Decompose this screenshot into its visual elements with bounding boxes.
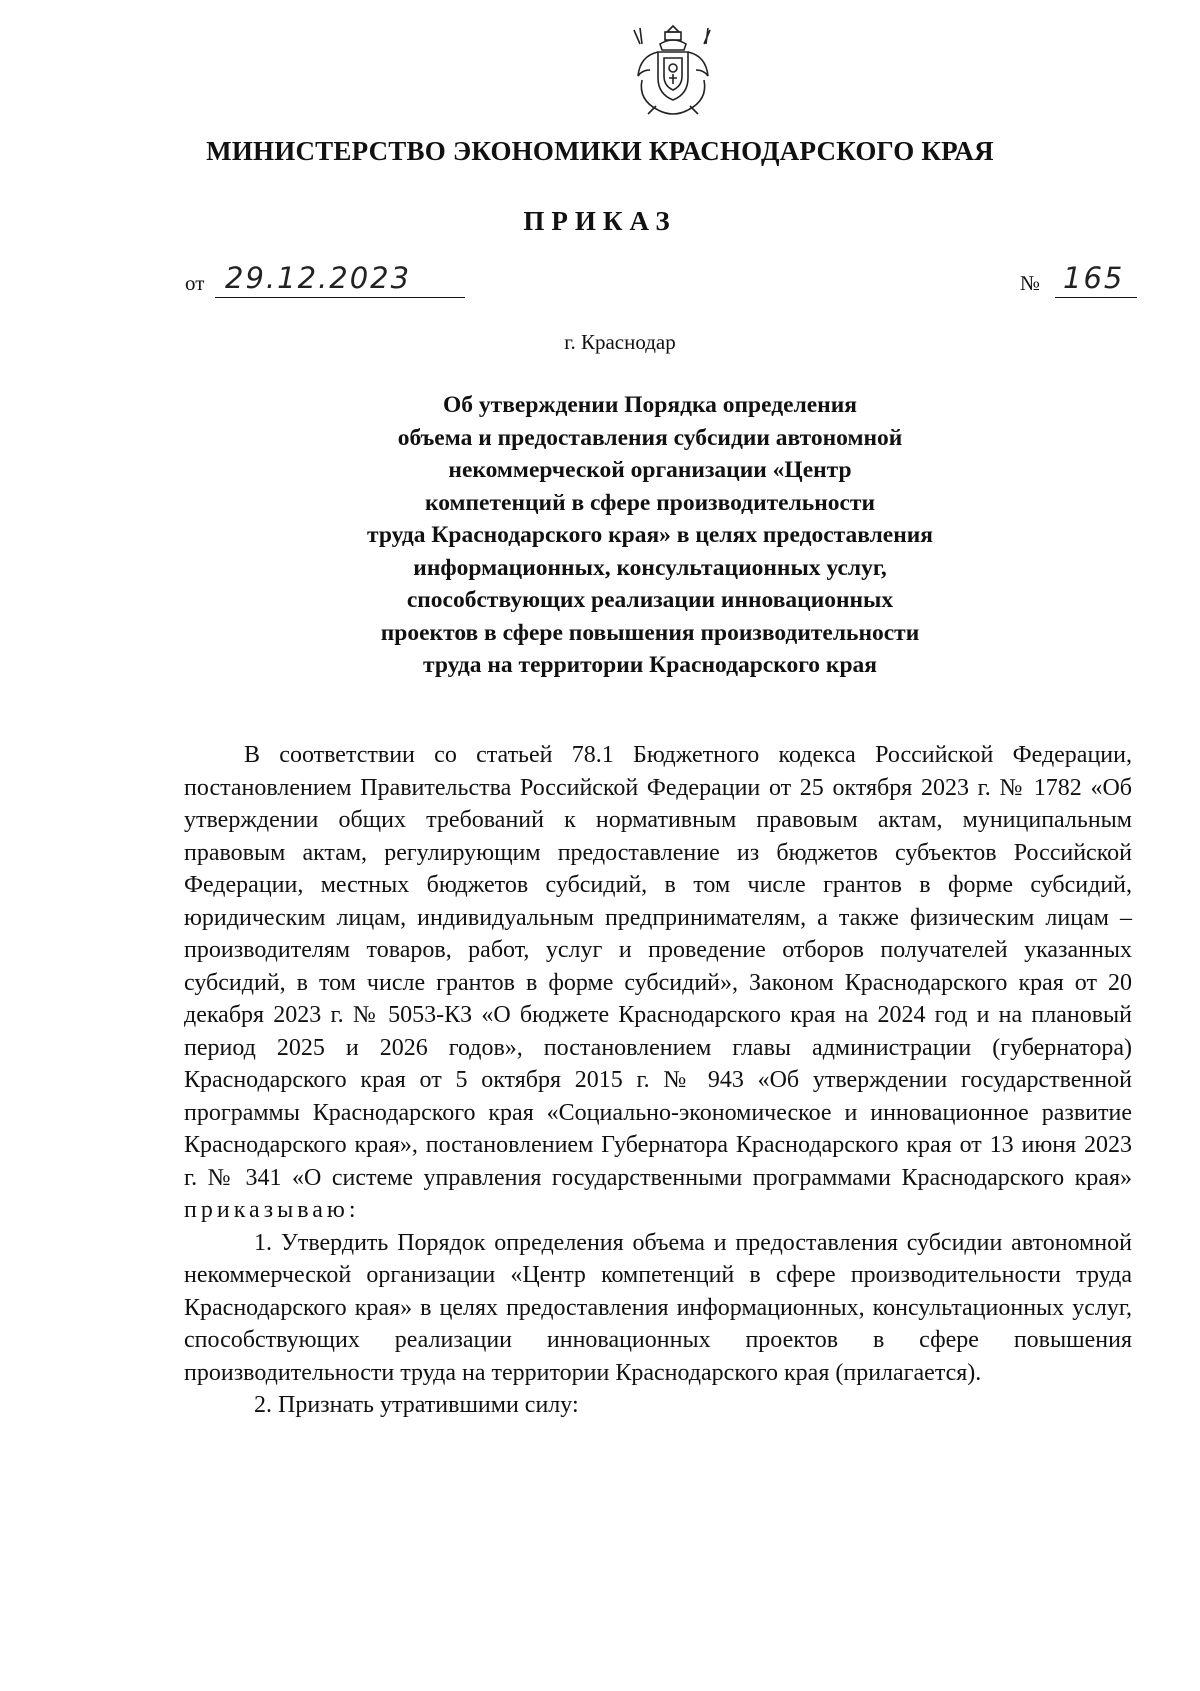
subject-line: объема и предоставления субсидии автономной xyxy=(397,424,903,451)
ministry-name: МИНИСТЕРСТВО ЭКОНОМИКИ КРАСНОДАРСКОГО КРАЯ xyxy=(206,136,994,166)
date-prefix: от xyxy=(185,271,205,295)
city-label: г. Краснодар xyxy=(564,330,676,354)
preamble-paragraph xyxy=(184,739,1132,1227)
subject-line: информационных, консультационных услуг, xyxy=(413,554,887,581)
handwritten-number: 165 xyxy=(1063,261,1125,295)
subject-line: способствующих реализации инновационных xyxy=(406,587,894,613)
order-subject xyxy=(270,389,1030,682)
order-item-1: 1. Утвердить Порядок определения объема и предоставления субсидии автономной некоммерческой организации «Центр компетенций в сфере производительности труда Краснодарского края» в целях предоставления информационных, консультационных услуг, способствующих реализации инновационных проектов в сфере повышения производительности труда на территории Краснодарского края (прилагается). xyxy=(184,1229,1132,1386)
document-type: ПРИКАЗ xyxy=(523,206,677,236)
handwritten-date: 29.12.2023 xyxy=(225,261,412,295)
subject-line: проектов в сфере повышения производительности xyxy=(380,619,920,646)
number-prefix: № xyxy=(1020,271,1041,295)
preamble-text: В соответствии со статьей 78.1 Бюджетного кодекса Российской Федерации, постановлением Правительства Российской Федерации от 25 октября 2023 г. № 1782 «Об утверждении общих требований к нормативным правовым актам, муниципальным правовым актам, регулирующим предоставление из бюджетов субъектов Российской Федерации, местных бюджетов субсидий, в том числе грантов в форме субсидий, юридическим лицам, индивидуальным предпринимателям, а также физическим лицам – производителям товаров, работ, услуг и проведение отборов получателей указанных субсидий, в том числе грантов в форме субсидий», Законом Краснодарского края от 20 декабря 2023 г. № 5053-КЗ «О бюджете Краснодарского края на 2024 год и на плановый период 2025 и 2026 годов», постановлением главы администрации (губернатора) Краснодарского края от 5 октября 2015 г. № 943 «Об утверждении государственной программы Краснодарского края «Социально-экономическое и инновационное развитие Краснодарского края», постановлением Губернатора Краснодарского края от 13 июня 2023 г. № 341 «О системе управления государственными программами Краснодарского края» xyxy=(184,742,1132,1191)
subject-line: некоммерческой организации «Центр xyxy=(448,457,852,483)
coat-of-arms-icon xyxy=(628,20,718,125)
subject-line: компетенций в сфере производительности xyxy=(424,489,876,516)
number-field xyxy=(1055,261,1137,298)
order-body xyxy=(184,739,1132,1422)
date-field xyxy=(215,261,465,298)
subject-line: труда Краснодарского края» в целях предоставления xyxy=(366,522,934,548)
subject-line: Об утверждении Порядка определения xyxy=(443,392,857,418)
order-item-2: 2. Признать утратившими силу: xyxy=(254,1392,579,1418)
order-word: приказываю: xyxy=(184,1197,360,1223)
date-number-row xyxy=(185,262,1135,302)
subject-line: труда на территории Краснодарского края xyxy=(422,652,877,678)
